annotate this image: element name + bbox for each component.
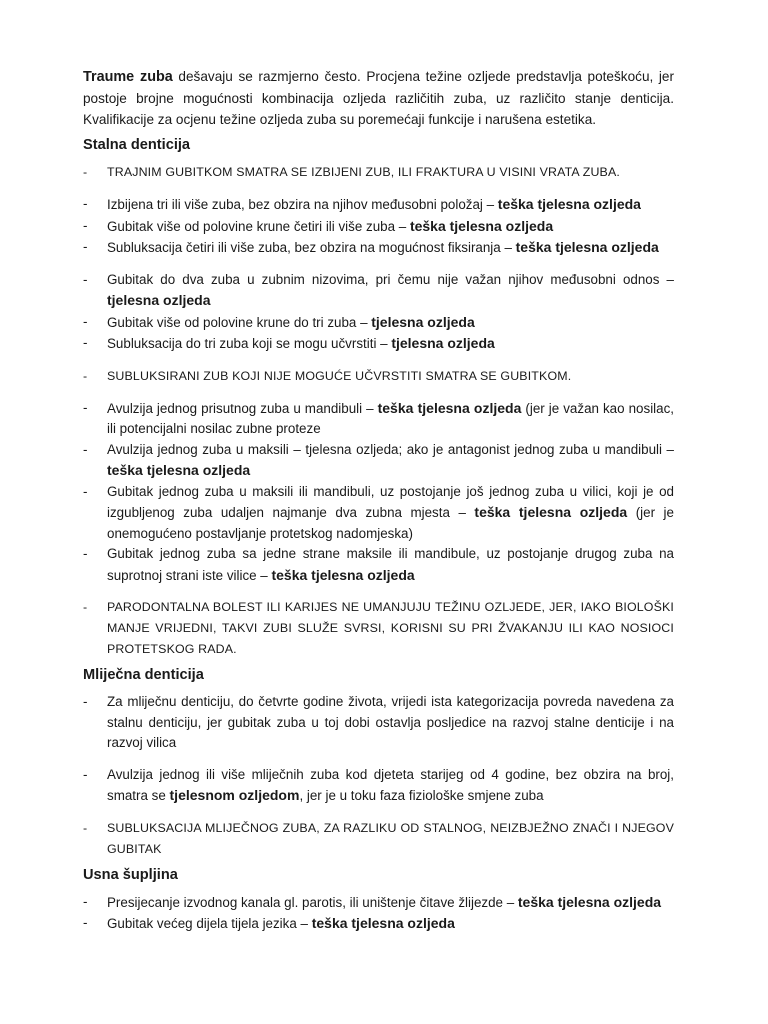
intro-lead: Traume zuba	[83, 69, 173, 85]
bullet-dash: -	[83, 546, 88, 561]
list-item	[83, 398, 674, 440]
list-item	[83, 482, 674, 545]
list-item	[83, 544, 674, 586]
intro-text: dešavaju se razmjerno često. Procjena težine ozljede predstavlja poteškoću, jer postoje brojne mogućnosti kombinacija ozljeda različitih zuba, uz različito stanje denticija. Kvalifikacije za ocjenu težine ozljeda zuba su poremećaji funkcije i narušena estetika.	[83, 69, 675, 127]
item-text: Gubitak više od polovine krune do tri zuba –	[107, 314, 372, 330]
bullet-dash: -	[83, 483, 88, 499]
item-text: Presijecanje izvodnog kanala gl. parotis, ili uništenje čitave žlijezde –	[107, 894, 518, 910]
document-content	[83, 66, 674, 935]
bullet-dash: -	[83, 766, 88, 782]
bullet-dash: -	[83, 165, 88, 179]
section-heading: Usna šupljina	[83, 866, 178, 883]
item-emphasis: teška tjelesna ozljeda	[377, 399, 522, 416]
bullet-dash: -	[83, 893, 88, 909]
bullet-dash: -	[83, 600, 88, 614]
item-emphasis: teška tjelesna ozljeda	[497, 196, 641, 212]
item-text-after: , jer je u toku faza fiziološke smjene zuba	[299, 788, 544, 803]
list-item	[83, 237, 674, 259]
list-item	[83, 366, 674, 387]
bullet-dash: -	[83, 368, 88, 383]
bullet-dash: -	[83, 441, 88, 457]
bullet-dash: -	[83, 399, 88, 415]
bullet-dash: -	[83, 239, 88, 254]
item-text: Gubitak do dva zuba u zubnim nizovima, pri čemu nije važan njihov međusobni odnos –	[107, 271, 674, 287]
item-emphasis: teška tjelesna ozljeda	[517, 893, 662, 910]
bullet-dash: -	[83, 217, 88, 233]
item-text: Avulzija jednog ili više mliječnih zuba kod djeteta starijeg od 4 godine, bez obzira na broj, smatra se	[107, 766, 674, 803]
item-text: Subluksacija četiri ili više zuba, bez obzira na mogućnost fiksiranja –	[107, 240, 516, 255]
item-emphasis: tjelesna ozljeda	[391, 335, 495, 351]
item-emphasis: tjelesnom ozljedom	[169, 787, 300, 803]
item-text-after: (jer je onemogućeno postavljanje protetskog nadomjeska)	[107, 505, 674, 541]
bullet-dash: -	[83, 915, 88, 930]
item-emphasis: teška tjelesna ozljeda	[107, 462, 251, 478]
item-emphasis: tjelesna ozljeda	[371, 313, 475, 330]
list-item	[83, 194, 674, 216]
item-emphasis: teška tjelesna ozljeda	[515, 239, 659, 255]
section-list	[83, 892, 674, 935]
item-text: Avulzija jednog zuba u maksili – tjelesna ozljeda; ako je antagonist jednog zuba u mandibuli –	[107, 441, 674, 457]
list-item	[83, 892, 674, 914]
section-list	[83, 692, 674, 860]
list-item	[83, 692, 674, 754]
item-emphasis: teška tjelesna ozljeda	[474, 504, 628, 520]
bullet-dash: -	[83, 271, 88, 287]
list-item	[83, 162, 674, 183]
section-heading: Stalna denticija	[83, 137, 191, 153]
item-text: Subluksacija do tri zuba koji se mogu učvrstiti –	[107, 336, 392, 351]
item-text: Gubitak jednog zuba sa jedne strane maksile ili mandibule, uz postojanje drugog zuba na suprotnoj strani iste vilice –	[107, 546, 674, 583]
list-item	[83, 440, 674, 482]
item-text: Izbijena tri ili više zuba, bez obzira na njihov međusobni položaj –	[107, 197, 498, 212]
item-text: SUBLUKSIRANI ZUB KOJI NIJE MOGUĆE UČVRSTITI SMATRA SE GUBITKOM.	[107, 368, 572, 383]
item-text: Gubitak jednog zuba u maksili ili mandibuli, uz postojanje još jednog zuba u vilici, koji je od izgubljenog zuba udaljen najmanje dva zubna mjesta –	[107, 483, 674, 520]
list-item	[83, 597, 674, 660]
list-item	[83, 270, 674, 312]
item-text: PARODONTALNA BOLEST ILI KARIJES NE UMANJUJU TEŽINU OZLJEDE, JER, IAKO BIOLOŠKI MANJE VRIJEDNI, TAKVI ZUBI SLUŽE SVRSI, KORISNI SU PRI ŽVAKANJU ILI KAO NOSIOCI PROTETSKOG RADA.	[107, 600, 674, 656]
list-item	[83, 216, 674, 238]
intro-paragraph	[83, 66, 674, 130]
item-text: Gubitak većeg dijela tijela jezika –	[107, 916, 312, 931]
list-item	[83, 765, 674, 807]
item-text: Za mliječnu denticiju, do četvrte godine života, vrijedi ista kategorizacija povreda navedena za stalnu denticiju, jer gubitak zuba u toj dobi ostavlja posljedice na razvoj stalne denticije i na razvoj vilica	[107, 694, 674, 750]
bullet-dash: -	[83, 694, 88, 709]
list-item	[83, 818, 674, 860]
item-emphasis: teška tjelesna ozljeda	[271, 566, 415, 583]
section-list	[83, 162, 674, 660]
bullet-dash: -	[83, 196, 88, 211]
item-emphasis: teška tjelesna ozljeda	[311, 915, 455, 931]
sections-container	[83, 135, 674, 935]
list-item	[83, 913, 674, 935]
item-text: TRAJNIM GUBITKOM SMATRA SE IZBIJENI ZUB, ILI FRAKTURA U VISINI VRATA ZUBA.	[107, 165, 620, 179]
section-heading: Mliječna denticija	[83, 667, 204, 683]
list-item	[83, 312, 674, 334]
item-text: Avulzija jednog prisutnog zuba u mandibuli –	[107, 400, 378, 416]
bullet-dash: -	[83, 335, 88, 350]
list-item	[83, 333, 674, 355]
item-text: Gubitak više od polovine krune četiri ili više zuba –	[107, 218, 410, 234]
item-text-after: (jer je važan kao nosilac, ili potencijalni nosilac zubne proteze	[107, 400, 675, 436]
item-emphasis: tjelesna ozljeda	[107, 292, 211, 308]
item-text: SUBLUKSACIJA MLIJEČNOG ZUBA, ZA RAZLIKU OD STALNOG, NEIZBJEŽNO ZNAČI I NJEGOV GUBITAK	[107, 820, 674, 856]
bullet-dash: -	[83, 820, 88, 835]
bullet-dash: -	[83, 313, 88, 329]
item-emphasis: teška tjelesna ozljeda	[409, 217, 554, 234]
